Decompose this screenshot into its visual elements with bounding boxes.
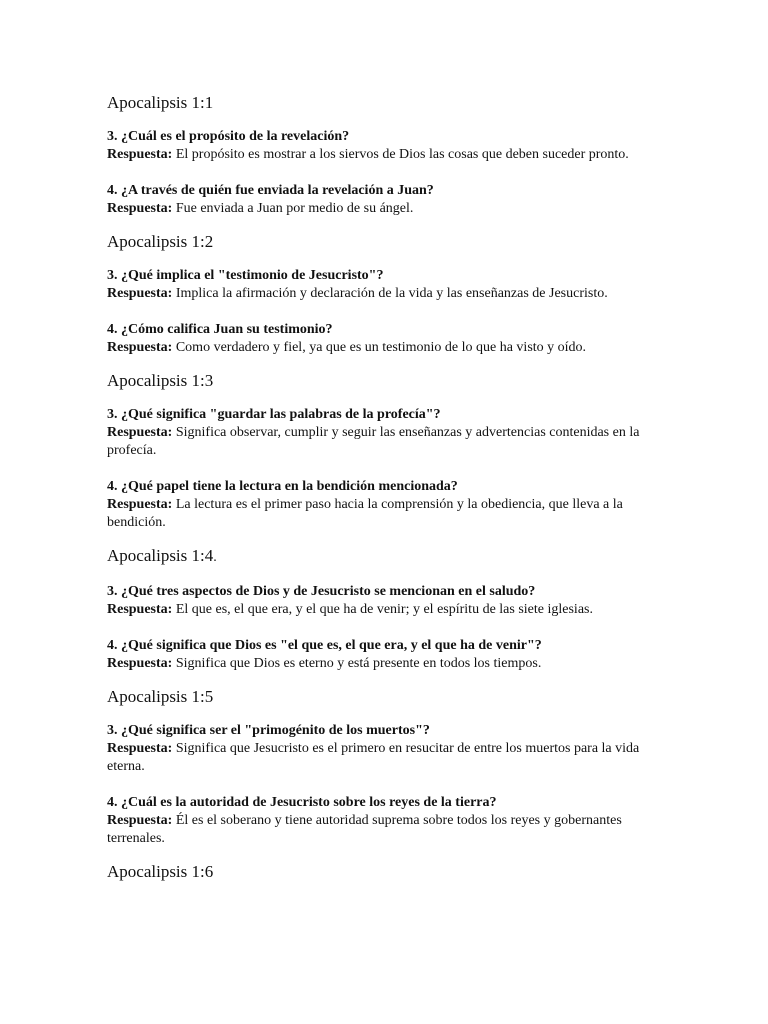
question-text: 3. ¿Qué significa ser el "primogénito de los muertos"? — [107, 723, 430, 738]
section — [107, 231, 668, 357]
answer-text: El que es, el que era, y el que ha de venir; y el espíritu de las siete iglesias. — [175, 602, 593, 617]
answer-label: Respuesta: — [107, 425, 173, 440]
answer-block — [107, 339, 668, 357]
answer-block — [107, 424, 668, 460]
section-heading-text: Apocalipsis 1:5 — [107, 687, 214, 706]
section-heading-text: Apocalipsis 1:6 — [107, 862, 214, 881]
question-answer-pair — [107, 267, 668, 303]
answer-text: Él es el soberano y tiene autoridad suprema sobre todos los reyes y gobernantes terrenales. — [107, 813, 622, 846]
answer-block — [107, 601, 668, 619]
section — [107, 545, 668, 673]
question-answer-pair — [107, 637, 668, 673]
answer-text: Significa que Dios es eterno y está presente en todos los tiempos. — [175, 656, 542, 671]
answer-block — [107, 740, 668, 776]
answer-label: Respuesta: — [107, 602, 173, 617]
question-answer-pair — [107, 128, 668, 164]
section-heading — [107, 861, 668, 883]
question-text: 3. ¿Qué significa "guardar las palabras de la profecía"? — [107, 407, 441, 422]
answer-block — [107, 496, 668, 532]
section-heading-text: Apocalipsis 1:1 — [107, 93, 214, 112]
answer-block — [107, 812, 668, 848]
answer-text: Como verdadero y fiel, ya que es un testimonio de lo que ha visto y oído. — [175, 340, 587, 355]
answer-block — [107, 655, 668, 673]
answer-block — [107, 146, 668, 164]
section-heading-text: Apocalipsis 1:2 — [107, 232, 214, 251]
section — [107, 861, 668, 883]
answer-label: Respuesta: — [107, 497, 173, 512]
section-heading — [107, 92, 668, 114]
section-heading — [107, 545, 668, 569]
question-answer-pair — [107, 182, 668, 218]
section-heading — [107, 370, 668, 392]
answer-label: Respuesta: — [107, 741, 173, 756]
answer-label: Respuesta: — [107, 340, 173, 355]
section — [107, 686, 668, 848]
section — [107, 370, 668, 532]
question-text: 4. ¿Cómo califica Juan su testimonio? — [107, 322, 333, 337]
question-answer-pair — [107, 321, 668, 357]
section-heading — [107, 686, 668, 708]
answer-block — [107, 200, 668, 218]
answer-label: Respuesta: — [107, 813, 173, 828]
answer-label: Respuesta: — [107, 286, 173, 301]
question-answer-pair — [107, 722, 668, 776]
answer-text: Fue enviada a Juan por medio de su ángel. — [175, 201, 414, 216]
question-answer-pair — [107, 794, 668, 848]
section-heading-suffix: . — [213, 550, 217, 565]
section-heading — [107, 231, 668, 253]
answer-text: El propósito es mostrar a los siervos de Dios las cosas que deben suceder pronto. — [175, 147, 629, 162]
question-answer-pair — [107, 583, 668, 619]
answer-text: Implica la afirmación y declaración de la vida y las enseñanzas de Jesucristo. — [175, 286, 608, 301]
section — [107, 92, 668, 218]
answer-label: Respuesta: — [107, 201, 173, 216]
question-text: 3. ¿Qué tres aspectos de Dios y de Jesucristo se mencionan en el saludo? — [107, 584, 536, 599]
answer-label: Respuesta: — [107, 147, 173, 162]
answer-block — [107, 285, 668, 303]
question-text: 3. ¿Cuál es el propósito de la revelación? — [107, 129, 350, 144]
section-heading-text: Apocalipsis 1:4 — [107, 546, 214, 565]
question-text: 4. ¿Qué significa que Dios es "el que es, el que era, y el que ha de venir"? — [107, 638, 542, 653]
question-text: 3. ¿Qué implica el "testimonio de Jesucristo"? — [107, 268, 384, 283]
answer-text: Significa observar, cumplir y seguir las enseñanzas y advertencias contenidas en la profecía. — [107, 425, 640, 458]
answer-label: Respuesta: — [107, 656, 173, 671]
question-text: 4. ¿Qué papel tiene la lectura en la bendición mencionada? — [107, 479, 458, 494]
section-heading-text: Apocalipsis 1:3 — [107, 371, 214, 390]
question-text: 4. ¿A través de quién fue enviada la revelación a Juan? — [107, 183, 434, 198]
answer-text: Significa que Jesucristo es el primero en resucitar de entre los muertos para la vida eterna. — [107, 741, 640, 774]
question-answer-pair — [107, 406, 668, 460]
question-text: 4. ¿Cuál es la autoridad de Jesucristo sobre los reyes de la tierra? — [107, 795, 497, 810]
question-answer-pair — [107, 478, 668, 532]
answer-text: La lectura es el primer paso hacia la comprensión y la obediencia, que lleva a la bendición. — [107, 497, 623, 530]
